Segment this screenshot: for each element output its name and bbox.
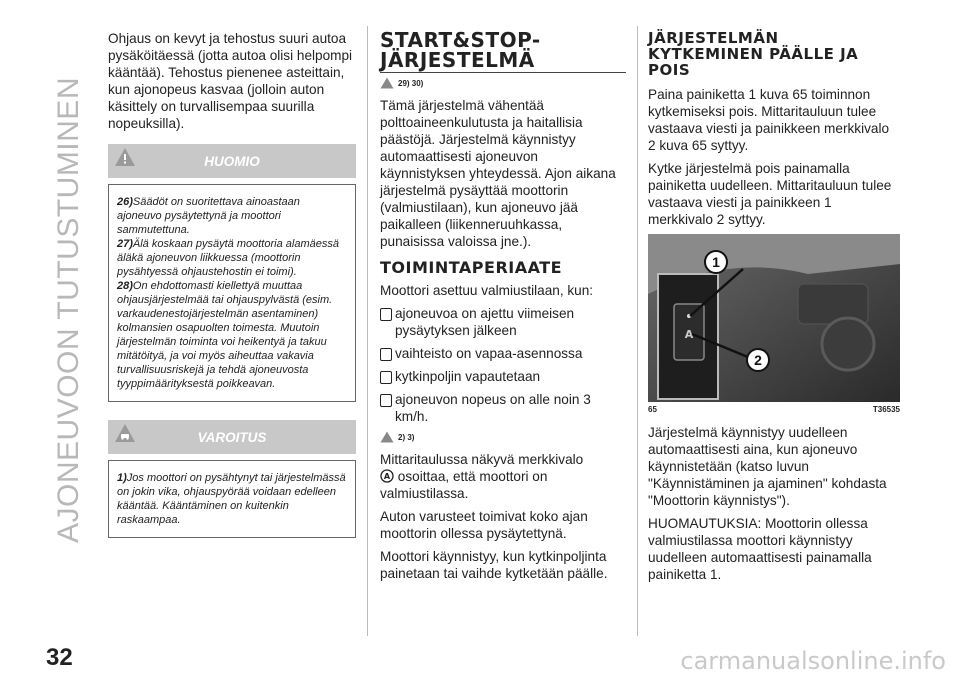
figure-code: T36535 <box>872 405 900 414</box>
paragraph: Järjestelmä käynnistyy uudelleen automaattisesti aina, kun ajoneuvo käynnistetään (katso luvun "Käynnistäminen ja ajaminen" kohdasta "Moottorin käynnistys"). <box>648 425 887 508</box>
indicator-text: Mittaritaulussa näkyvä merkkivalo A osoittaa, että moottori on valmiustilassa. <box>380 452 584 501</box>
conditions-lead: Moottori asettuu valmiustilaan, kun: <box>380 283 594 298</box>
dashboard-photo <box>648 234 900 402</box>
column-divider <box>637 26 638 636</box>
chapter-title: AJONEUVOON TUTUSTUMINEN <box>52 77 85 543</box>
column-divider <box>367 26 368 636</box>
reference-marker: 29) 30) <box>380 77 626 89</box>
paragraph: Auton varusteet toimivat koko ajan moottorin ollessa pysäytettynä. <box>380 509 588 541</box>
figure-caption <box>648 405 900 414</box>
note-item: 1)Jos moottori on pysähtynyt tai järjestelmässä on jokin vika, ohjauspyörää voidaan edelleen kääntää. Kääntäminen on kuitenkin raskaampaa. <box>117 472 346 526</box>
svg-text:A: A <box>684 328 694 341</box>
list-item: ajoneuvon nopeus on alle noin 3 km/h. <box>380 391 626 425</box>
checkbox-bullet-icon <box>380 394 392 407</box>
list-item: ajoneuvoa on ajettu viimeisen pysäytyksen jälkeen <box>380 305 626 339</box>
column-middle <box>380 30 626 588</box>
section-title: START&STOP- JÄRJESTELMÄ <box>380 30 626 73</box>
startstop-intro: Tämä järjestelmä vähentää polttoaineenkulutusta ja haitallisia päästöjä. Järjestelmä käynnistyy automaattisesti ajoneuvon käynnistyksen yhteydessä. Ajon aikana järjestelmä pysäyttää moottorin (valmiustilaan), kun ajoneuvo jää paikalleen (liikenneruuhkassa, punaisissa valoissa jne.). <box>380 98 616 249</box>
note-item: 27)Älä koskaan pysäytä moottoria alamäessä äläkä ajoneuvon liikkuessa (moottorin pysähtyessä ohjaustehostin ei toimi). <box>117 238 339 278</box>
huomio-title: HUOMIO <box>204 153 260 169</box>
reference-marker: 2) 3) <box>380 431 626 443</box>
checkbox-bullet-icon <box>380 371 392 384</box>
car-warning-icon <box>114 423 136 443</box>
note-item: 28)On ehdottomasti kiellettyä muuttaa ohjausjärjestelmää tai ohjauspylvästä (esim. varkaudenestojärjestelmän asentaminen) kolmansien osapuolten toimesta. Muutoin järjestelmän toiminta voi heikentyä ja takuu mitätöityä, ja voi myös aiheuttaa vakavia turvallisuusriskejä ja tehdä ajoneuvosta tyyppimäärityksestä poikkeavan. <box>117 280 333 390</box>
subsection-title: TOIMINTAPERIAATE <box>380 258 563 277</box>
huomio-header <box>108 144 356 178</box>
watermark: carmanualsonline.info <box>680 647 946 675</box>
varoitus-header <box>108 420 356 454</box>
auto-stop-indicator-icon <box>380 469 394 483</box>
figure-callout-2: 2 <box>754 352 762 368</box>
warning-triangle-icon <box>380 77 394 89</box>
column-right <box>648 30 900 589</box>
note-item: 26)Säädöt on suoritettava ainoastaan ajoneuvo pysäytettynä ja moottori sammutettuna. <box>117 196 300 236</box>
paragraph: Moottori käynnistyy, kun kytkinpoljinta painetaan tai vaihde kytketään päälle. <box>380 549 608 581</box>
huomio-body <box>108 184 356 402</box>
paragraph: HUOMAUTUKSIA: Moottorin ollessa valmiustilassa moottori käynnistyy uudelleen automaattisesti painamalla painiketta 1. <box>648 516 872 582</box>
list-item: kytkinpoljin vapautetaan <box>380 368 626 385</box>
varoitus-title: VAROITUS <box>197 429 267 445</box>
steering-intro: Ohjaus on kevyt ja tehostus suuri autoa pysäköitäessä (jotta autoa olisi helpompi kääntää). Tehostus pienenee asteittain, kun ajonopeus kasvaa (jolloin auton käsittely on turvallisempaa suurilla nopeuksilla). <box>108 31 353 131</box>
checkbox-bullet-icon <box>380 348 392 361</box>
list-item: vaihteisto on vapaa-asennossa <box>380 345 626 362</box>
warning-triangle-icon <box>114 147 136 167</box>
section-title: JÄRJESTELMÄN KYTKEMINEN PÄÄLLE JA POIS <box>648 29 859 79</box>
car-warning-icon <box>380 431 394 443</box>
page-number: 32 <box>46 644 73 671</box>
checkbox-bullet-icon <box>380 308 392 321</box>
paragraph: Paina painiketta 1 kuva 65 toiminnon kytkemiseksi pois. Mittaritauluun tulee vastaava viesti ja painikkeen merkkivalo 2 kuva 65 syttyy. <box>648 87 890 153</box>
column-left <box>108 30 356 538</box>
paragraph: Kytke järjestelmä pois painamalla painiketta uudelleen. Mittaritauluun tulee vastaava viesti ja painikkeen 1 merkkivalo 2 syttyy. <box>648 161 892 227</box>
chapter-side-tab <box>47 20 91 600</box>
dashboard-figure <box>648 234 900 402</box>
varoitus-body <box>108 460 356 538</box>
svg-text:A: A <box>383 472 391 481</box>
figure-callout-1: 1 <box>712 254 720 270</box>
figure-number: 65 <box>648 405 657 414</box>
